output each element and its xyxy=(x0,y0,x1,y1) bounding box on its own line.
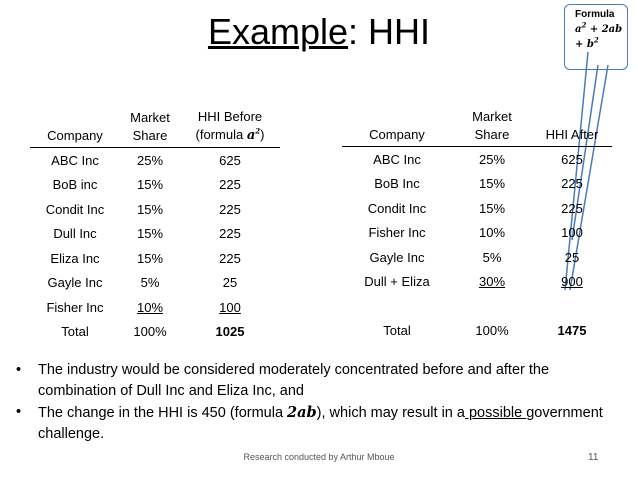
table-row xyxy=(30,246,280,271)
cell-hhi: 1475 xyxy=(557,323,587,339)
cell-hhi xyxy=(532,294,612,319)
title-prefix: Example xyxy=(207,11,349,52)
table-total-row xyxy=(342,319,612,344)
cell-company: Total xyxy=(61,324,89,340)
header-hhi-after: HHI After xyxy=(532,108,612,147)
cell-hhi: 625 xyxy=(561,151,583,167)
cell-hhi: 100 xyxy=(219,299,241,315)
table-row xyxy=(342,147,612,172)
cell-company: Total xyxy=(383,323,411,339)
cell-hhi: 900 xyxy=(561,274,583,290)
cell-company xyxy=(342,294,452,319)
cell-market-share: 25% xyxy=(478,151,506,167)
cell-market-share: 15% xyxy=(136,177,164,193)
cell-hhi: 225 xyxy=(219,201,241,217)
header-company: Company xyxy=(342,108,452,147)
cell-company: Gayle Inc xyxy=(369,249,425,265)
table-row xyxy=(342,221,612,246)
table-row xyxy=(342,245,612,270)
cell-market-share xyxy=(452,294,532,319)
title-suffix: : HHI xyxy=(348,11,431,52)
table-row xyxy=(30,222,280,247)
cell-hhi: 625 xyxy=(219,152,241,168)
cell-market-share: 100% xyxy=(133,324,167,340)
table-row xyxy=(342,196,612,221)
cell-company: Dull Inc xyxy=(53,226,97,242)
cell-company: ABC Inc xyxy=(51,152,99,168)
cell-company: BoB inc xyxy=(52,177,98,193)
cell-market-share: 15% xyxy=(136,201,164,217)
table-row xyxy=(30,295,280,320)
cell-hhi: 225 xyxy=(561,200,583,216)
table-row xyxy=(30,148,280,173)
cell-market-share: 10% xyxy=(478,225,506,241)
formula-label: Formula xyxy=(575,9,615,20)
formula-line-1: $a^2 + 2ab$ xyxy=(575,20,623,35)
footer-credit: Research conducted by Arthur Mboue xyxy=(243,452,395,462)
bullet-list xyxy=(16,360,626,445)
cell-company: ABC Inc xyxy=(373,151,421,167)
header-company: Company xyxy=(30,108,120,148)
table-total-row xyxy=(30,320,280,345)
cell-market-share: 30% xyxy=(478,274,506,290)
cell-company: Dull + Eliza xyxy=(364,274,430,290)
header-market-share: Market Share xyxy=(120,108,180,148)
page-number: 11 xyxy=(588,452,599,463)
header-market-share: Market Share xyxy=(452,108,532,147)
table-before xyxy=(30,108,280,344)
cell-company: Condit Inc xyxy=(45,201,105,217)
cell-market-share: 25% xyxy=(136,152,164,168)
table-row xyxy=(342,294,612,319)
bullet-item: • The change in the HHI is 450 (formula 2ab), which may result in a possible government challenge. xyxy=(16,404,603,442)
table-header-row xyxy=(342,108,612,147)
table-row xyxy=(342,172,612,197)
table-after xyxy=(342,108,612,343)
cell-market-share: 15% xyxy=(136,250,164,266)
cell-company: Condit Inc xyxy=(367,200,427,216)
cell-company: Eliza Inc xyxy=(50,250,100,266)
cell-company: Fisher Inc xyxy=(46,299,104,315)
cell-company: BoB Inc xyxy=(374,176,420,192)
cell-company: Gayle Inc xyxy=(47,275,103,291)
cell-market-share: 15% xyxy=(478,200,506,216)
bullet-item: • The industry would be considered moderately concentrated before and after the combination of Dull Inc and Eliza Inc, and xyxy=(16,362,550,399)
header-hhi-before: HHI Before (formula $a^2$) xyxy=(180,108,280,148)
cell-hhi: 225 xyxy=(219,250,241,266)
table-header-row xyxy=(30,108,280,148)
cell-hhi: 225 xyxy=(219,226,241,242)
table-row xyxy=(342,270,612,295)
cell-hhi: 225 xyxy=(561,176,583,192)
table-row xyxy=(30,173,280,198)
cell-market-share: 5% xyxy=(482,249,502,265)
cell-market-share: 15% xyxy=(136,226,164,242)
cell-company: Fisher Inc xyxy=(368,225,426,241)
cell-hhi: 225 xyxy=(219,177,241,193)
cell-market-share: 15% xyxy=(478,176,506,192)
formula-line-2: + $b^2$ xyxy=(575,35,599,50)
table-row xyxy=(30,197,280,222)
cell-hhi: 100 xyxy=(561,225,583,241)
table-row xyxy=(30,271,280,296)
cell-market-share: 5% xyxy=(140,275,160,291)
cell-market-share: 10% xyxy=(136,299,164,315)
cell-hhi: 1025 xyxy=(215,324,245,340)
cell-market-share: 100% xyxy=(475,323,509,339)
cell-hhi: 25 xyxy=(222,275,238,291)
cell-hhi: 25 xyxy=(564,249,580,265)
